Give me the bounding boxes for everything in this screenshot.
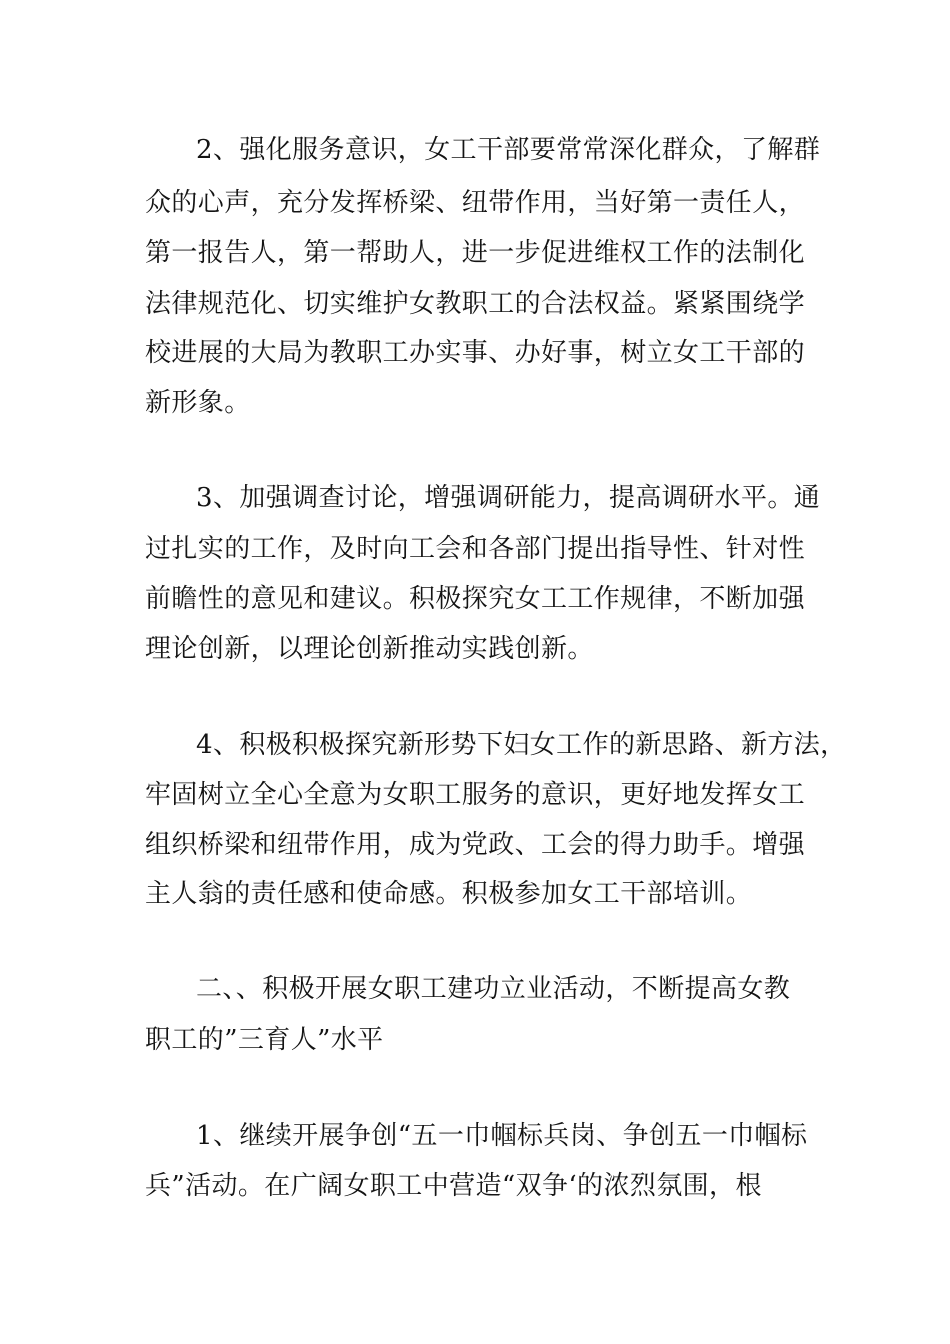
paragraph-line: 众的心声，充分发挥桥梁、纽带作用，当好第一责任人，: [145, 188, 806, 218]
paragraph-line: 校进展的大局为教职工办实事、办好事，树立女工干部的: [145, 338, 806, 368]
paragraph-line: 2、强化服务意识，女工干部要常常深化群众，了解群: [196, 135, 821, 165]
paragraph-line: 1、继续开展争创“五一巾帼标兵岗、争创五一巾帼标: [196, 1121, 808, 1151]
paragraph-line: 组织桥梁和纽带作用，成为党政、工会的得力助手。增强: [145, 830, 806, 860]
section-heading-line: 二、、积极开展女职工建功立业活动，不断提高女教: [196, 974, 791, 1004]
paragraph-line: 过扎实的工作，及时向工会和各部门提出指导性、针对性: [145, 534, 806, 564]
paragraph-line: 理论创新，以理论创新推动实践创新。: [145, 634, 594, 664]
paragraph-line: 主人翁的责任感和使命感。积极参加女工干部培训。: [145, 879, 753, 909]
paragraph-line: 前瞻性的意见和建议。积极探究女工工作规律，不断加强: [145, 584, 806, 614]
paragraph-line: 牢固树立全心全意为女职工服务的意识，更好地发挥女工: [145, 780, 806, 810]
paragraph-line: 法律规范化、切实维护女教职工的合法权益。紧紧围绕学: [145, 289, 806, 319]
paragraph-line: 第一报告人，第一帮助人，进一步促进维权工作的法制化: [145, 238, 806, 268]
paragraph-line: 3、加强调查讨论，增强调研能力，提高调研水平。通: [196, 483, 821, 513]
section-heading-line: 职工的”三育人”水平: [145, 1025, 384, 1055]
paragraph-line: 4、积极积极探究新形势下妇女工作的新思路、新方法，: [196, 730, 847, 760]
paragraph-line: 兵”活动。在广阔女职工中营造“双争‘的浓烈氛围，根: [145, 1171, 762, 1201]
paragraph-line: 新形象。: [145, 388, 251, 418]
